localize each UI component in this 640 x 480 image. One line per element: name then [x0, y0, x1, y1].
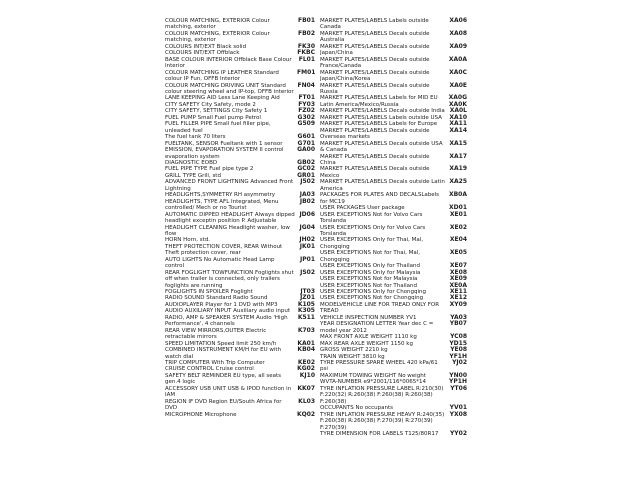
option-code: YF1H — [449, 352, 467, 360]
option-description: AUDIO AUXILIARY INPUT Auxiliary audio input — [165, 308, 290, 315]
option-description: COMBINED INSTRUMENT KM/H for EU with watch dial — [165, 347, 282, 360]
option-description: FUELTANK, SENSOR Fueltank with 1 sensor — [165, 140, 283, 147]
option-code: JB02 — [299, 197, 315, 205]
option-code: JT03 — [300, 288, 315, 296]
option-description: MARKET PLATES/LABELS Decals outside Mexico — [320, 166, 430, 179]
option-description: REAR FOGLIGHT TOWFUNCTION Foglights shut off when trailer is connected, only trailers foglights are running — [165, 269, 294, 289]
option-description: MODELVEHICLE LINE FOR TREAD ONLY FOR TREAD — [320, 301, 440, 315]
option-code: KE02 — [297, 359, 315, 367]
option-row — [320, 212, 467, 225]
option-description: MARKET PLATES/LABELS Decals outside China — [320, 153, 430, 166]
option-code: FK30 — [297, 42, 315, 50]
option-row — [165, 328, 315, 341]
option-row — [320, 302, 467, 315]
option-description: ADVANCED FRONT LIGHTNING Advanced Front Lightning — [165, 179, 294, 192]
option-description: BASE COLOUR INTERIOR Offblack Base Colour Interior — [165, 56, 292, 70]
option-description: SAFETY BELT REMINDER EU type, all seats gen.4 logic — [165, 372, 282, 386]
option-description: TRAIN WEIGHT 3810 kg — [320, 353, 385, 360]
option-description: TYRE PRESSURE SPARE WHEEL 420 kPa/61 psi — [320, 360, 438, 373]
option-description: CITY SAFETY City Safety, mode 2 — [165, 101, 256, 108]
option-row — [320, 141, 467, 154]
option-description: MARKET PLATES/LABELS Labels for Europe — [320, 121, 438, 128]
option-description: AUTOMATIC DIPPED HEADLIGHT Always dipped headlight exceptin position P. Adjustable — [165, 211, 295, 225]
option-code: JS02 — [300, 268, 315, 276]
option-description: USER EXCEPTIONS Only for Malaysia — [320, 269, 421, 276]
option-description: RADIO, AMP & SPEAKER SYSTEM Audio 'High Performance', 4 channels — [165, 314, 288, 328]
option-code: KL03 — [298, 397, 315, 405]
option-description: REGION IF DVD Region EU/South Africa for DVD — [165, 398, 282, 412]
option-description: MAXIMUM TOWING WEIGHT No weight — [320, 372, 426, 379]
option-code: XA0E — [449, 81, 467, 89]
option-code: XY09 — [449, 300, 467, 308]
option-code: JK01 — [299, 242, 315, 250]
option-row — [165, 147, 315, 160]
option-description: PACKAGES FOR PLATES AND DECALSLabels for MC19 — [320, 192, 440, 205]
option-description: COLOURS INT/EXT Offblack — [165, 50, 240, 57]
option-description: USER EXCEPTIONS Not for Volvo Cars Torslanda — [320, 211, 423, 225]
option-row — [320, 44, 467, 57]
option-description: MARKET PLATES/LABELS Labels outside Canada — [320, 18, 429, 31]
option-code: JP01 — [300, 255, 315, 263]
option-row — [320, 57, 467, 70]
option-description: WVTA-NUMBER e9*2001/116*0065*14 — [320, 379, 426, 386]
option-code: GR01 — [297, 171, 315, 179]
option-code: XA14 — [449, 126, 467, 134]
option-description: COLOUR MATCHING DRIVING UNIT Standard colour steering wheel and IP-top, OFFB interior — [165, 82, 294, 95]
option-code: XA0L — [449, 107, 467, 115]
option-code: XA09 — [449, 42, 467, 50]
option-code: K703 — [297, 326, 315, 334]
option-code: YX08 — [449, 410, 467, 418]
option-description: COLOUR MATCHING, EXTERIOR Colour matching, exterior — [165, 30, 270, 44]
option-description: AUDIOPLAYER Player for 1 DVD with MP3 — [165, 301, 278, 308]
option-row — [165, 399, 315, 412]
option-code: FKBC — [297, 49, 315, 57]
option-code: XA08 — [449, 29, 467, 37]
option-row — [320, 192, 467, 205]
option-description: MARKET PLATES/LABELS Decals outside India — [320, 108, 445, 115]
option-description: TYRE INFLATION PRESSURE LABEL R:210(30) F:220(32) R:260(38) F:260(38) R:260(38) F:260(38) — [320, 385, 444, 405]
option-row — [165, 225, 315, 238]
option-row — [165, 179, 315, 192]
option-row — [165, 70, 315, 83]
option-code: YA03 — [450, 313, 467, 321]
option-code: XA0A — [448, 55, 467, 63]
option-code: FL01 — [298, 55, 315, 63]
option-row — [165, 83, 315, 96]
option-row — [165, 347, 315, 360]
option-description: FUEL PIPE TYPE Fuel pipe type 2 — [165, 166, 254, 173]
option-description: MAX REAR AXLE WEIGHT 1150 kg — [320, 340, 413, 347]
option-description: HEADLIGHTS,SYMMETRY RH asymmetry — [165, 192, 276, 199]
option-description: USER EXCEPTIONS Not for Thai, Mal, Chongqing — [320, 250, 421, 263]
option-code: XA0K — [448, 100, 467, 108]
option-description: FOGLIGHTS IN SPOILER Foglight — [165, 289, 253, 296]
option-description: EMISSION, EVAPORATION SYSTEM II control evaporation system — [165, 147, 284, 160]
option-code: KG02 — [297, 365, 315, 373]
option-description: GROSS WEIGHT 2210 kg — [320, 347, 388, 354]
option-row — [165, 212, 315, 225]
option-code: JZ01 — [300, 294, 315, 302]
option-code: YP1H — [449, 378, 467, 386]
option-code: YN00 — [449, 371, 467, 379]
option-code: FN04 — [297, 81, 315, 89]
option-code: YT06 — [450, 384, 467, 392]
option-row — [165, 270, 315, 289]
option-description: COLOUR MATCHING IP LEATHER Standard colour IP Fun, OFFB Interior — [165, 69, 279, 83]
option-code: XE04 — [449, 236, 467, 244]
option-row — [165, 412, 315, 418]
option-row — [320, 128, 467, 141]
option-code: YE08 — [450, 346, 467, 354]
option-description: RADIO SOUND Standard Radio Sound — [165, 295, 268, 302]
option-code: XE0A — [449, 281, 467, 289]
option-row — [320, 360, 467, 373]
option-description: MARKET PLATES/LABELS Decals outside Australia — [320, 30, 430, 44]
option-code: GB02 — [297, 158, 315, 166]
option-code: KJ10 — [299, 371, 315, 379]
option-description: MARKET PLATES/LABELS Decals outside Overseas markets — [320, 127, 430, 141]
option-description: CRUISE CONTROL Cruise control — [165, 366, 254, 373]
option-description: YEAR DESIGNATION LETTER Year dec C = model year 2012 — [320, 321, 434, 334]
option-code: K105 — [297, 300, 315, 308]
option-description: HORN Horn, std. — [165, 237, 211, 244]
option-code: YV01 — [449, 404, 467, 412]
option-code: XA25 — [449, 178, 467, 186]
option-code: K511 — [297, 313, 315, 321]
option-description: COLOUR MATCHING, EXTERIOR Colour matching, exterior — [165, 18, 270, 31]
option-code: KA01 — [297, 339, 315, 347]
option-code: FM01 — [297, 68, 316, 76]
option-description: THEFT PROTECTION COVER, REAR Without Theft protection cover, rear — [165, 243, 283, 257]
option-code: XA0C — [449, 68, 467, 76]
option-row — [320, 18, 467, 31]
option-row — [320, 154, 467, 167]
option-row — [320, 179, 467, 192]
option-description: OCCUPANTS No occupants — [320, 405, 393, 412]
option-code: K305 — [297, 307, 315, 315]
option-code: XA06 — [449, 17, 467, 24]
option-code: XA15 — [449, 139, 467, 147]
option-row — [165, 199, 315, 212]
option-code: FT01 — [298, 94, 315, 102]
option-code: XB0A — [448, 191, 467, 199]
option-description: MARKET PLATES/LABELS Decals outside Latin America — [320, 179, 445, 192]
option-code: JG04 — [299, 223, 315, 231]
right-option-list — [320, 18, 467, 437]
option-code: XE02 — [449, 223, 467, 231]
option-description: HEADLIGHTS, TYPE AFL Integrated, Menu controlled/ Mech or no Tourist — [165, 198, 279, 212]
option-code: G601 — [297, 133, 315, 141]
option-code: XE12 — [449, 294, 467, 302]
option-row — [320, 70, 467, 83]
option-description: USER EXCEPTIONS Only for Thailand — [320, 263, 420, 270]
option-row — [165, 121, 315, 134]
option-description: CITY SAFETY, SETTINGS City Safety 1 — [165, 108, 268, 115]
option-row — [320, 225, 467, 238]
option-code: XE08 — [449, 268, 467, 276]
option-code: XE09 — [449, 275, 467, 283]
option-row — [165, 244, 315, 257]
option-code: JA03 — [299, 191, 315, 199]
option-row — [320, 237, 467, 250]
option-code: YJ02 — [452, 359, 467, 367]
option-description: MARKET PLATES/LABELS Labels for MID EU — [320, 95, 438, 102]
option-description: SPEED LIMITATION Speed limit 250 km/h — [165, 340, 277, 347]
option-row — [165, 18, 315, 31]
option-code: FY03 — [298, 100, 315, 108]
option-code: XA10 — [449, 113, 467, 121]
option-row — [165, 57, 315, 70]
option-code: YC08 — [450, 333, 467, 341]
option-code: XE11 — [449, 288, 467, 296]
option-description: MARKET PLATES/LABELS Decals outside Japan/China — [320, 43, 430, 57]
option-row — [320, 431, 467, 437]
option-code: KB04 — [297, 346, 315, 354]
option-code: J502 — [300, 178, 315, 186]
option-description: USER EXCEPTIONS Not for Malaysia — [320, 276, 418, 283]
option-row — [165, 373, 315, 386]
option-row — [320, 250, 467, 263]
option-code: FB01 — [297, 17, 315, 24]
option-code: JD06 — [299, 210, 315, 218]
option-description: MARKET PLATES/LABELS Decals outside France/Canada — [320, 56, 430, 70]
option-code: G701 — [297, 139, 315, 147]
option-description: MARKET PLATES/LABELS Decals outside USA & Canada — [320, 140, 443, 154]
option-description: MARKET PLATES/LABELS Decals outside Japan/China/Korea — [320, 69, 430, 83]
option-description: GRILL TYPE Grill, std — [165, 172, 221, 179]
option-description: TYRE DIMENSION FOR LABELS T125/80R17 — [320, 431, 439, 437]
option-row — [165, 31, 315, 44]
option-row — [320, 166, 467, 179]
option-row — [320, 386, 467, 405]
option-description: HEADLIGHT CLEANING Headlight washer, low flow — [165, 224, 290, 237]
option-description: Latin America/Mexico/Russia — [320, 101, 399, 108]
option-row — [320, 321, 467, 334]
option-code: YY02 — [449, 430, 467, 437]
option-code: GC02 — [297, 165, 315, 173]
option-description: USER EXCEPTIONS Not for Chongqing — [320, 295, 424, 302]
option-description: USER EXCEPTIONS Not for Thailand — [320, 282, 418, 289]
option-code: G302 — [297, 113, 315, 121]
option-row — [320, 412, 467, 431]
option-code: XA19 — [449, 165, 467, 173]
option-code: FZ02 — [298, 107, 315, 115]
option-code: FB02 — [297, 29, 315, 37]
option-code: KQ02 — [297, 410, 316, 418]
option-description: LANE KEEPING AID Less Lane Keeping Aid — [165, 95, 280, 102]
option-description: DIAGNOSTIC EOBD — [165, 159, 218, 166]
option-description: ACCESSORY USB UNIT USB & IPOD function in IAM — [165, 385, 292, 399]
option-code: XE07 — [449, 262, 467, 270]
option-code: XA0G — [448, 94, 467, 102]
option-description: TRIP COMPUTER With Trip Computer — [165, 360, 265, 367]
option-code: YB07 — [449, 320, 467, 328]
option-description: VEHICLE INSPECTION NUMBER YV1 — [320, 314, 417, 321]
option-description: USER EXCEPTIONS Only for Thai, Mal, Chongqing — [320, 237, 423, 250]
option-row — [320, 83, 467, 96]
option-row — [165, 386, 315, 399]
option-row — [320, 31, 467, 44]
option-code: GA00 — [297, 146, 315, 154]
option-row — [165, 315, 315, 328]
option-description: FUEL PUMP Small Fuel pump Petrol — [165, 114, 261, 121]
option-description: MICROPHONE Microphone — [165, 411, 237, 418]
option-code: JH02 — [299, 236, 315, 244]
option-code: G509 — [297, 120, 315, 128]
option-code: XD01 — [449, 204, 467, 212]
option-description: MARKET PLATES/LABELS Decals outside Russia — [320, 82, 430, 95]
option-description: USER EXCEPTIONS Only for Chongqing — [320, 289, 427, 296]
option-description: COLOURS INT/EXT Black solid — [165, 43, 247, 50]
option-description: MAX FRONT AXLE WEIGHT 1110 kg — [320, 334, 417, 341]
option-code: XA17 — [449, 152, 467, 160]
option-code: XE01 — [449, 210, 467, 218]
option-row — [165, 257, 315, 270]
option-description: USER PACKAGES User package — [320, 205, 405, 212]
option-description: AUTO LIGHTS No Automatic Head Lamp control — [165, 256, 275, 270]
option-description: The fuel tank 70 liters — [165, 134, 226, 141]
option-code: XE05 — [449, 249, 467, 257]
option-code: XA11 — [449, 120, 467, 128]
option-code: YD15 — [449, 339, 467, 347]
option-description: TYRE INFLATION PRESSURE HEAVY R:240(35) F:260(38) R:260(38) F:270(39) R:270(39) F:270(39) — [320, 411, 445, 431]
option-description: REAR VIEW MIRRORS,OUTER Electric retractable mirrors — [165, 327, 267, 341]
option-description: FUEL FILLER PIPE Small fuel filler pipe, unleaded fuel — [165, 121, 271, 134]
option-code: KK07 — [297, 384, 315, 392]
option-description: MARKET PLATES/LABELS Labels outside USA — [320, 114, 442, 121]
option-description: USER EXCEPTIONS Only for Volvo Cars Torslanda — [320, 224, 426, 237]
left-option-list — [165, 18, 315, 418]
